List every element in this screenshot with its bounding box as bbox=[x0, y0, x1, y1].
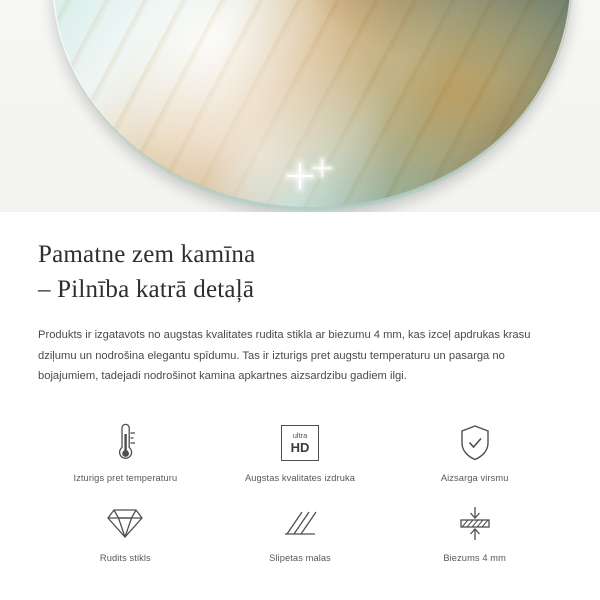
headline-line-1: Pamatne zem kamīna bbox=[38, 241, 256, 268]
ultra-hd-badge-top: ultra bbox=[292, 430, 308, 440]
feature-item bbox=[38, 421, 213, 483]
polished-edges-icon bbox=[281, 501, 319, 545]
feature-item bbox=[387, 501, 562, 563]
feature-label: Izturigs pret temperaturu bbox=[73, 473, 178, 484]
product-description: Produkts ir izgatavots no augstas kvalitates rudita stikla ar biezumu 4 mm, kas izceļ apdrukas krasu dziļumu un nodrošina elegantu spīdumu. Tas ir izturigs pret augstu temperaturu un pasarga no bojajumiem, tadejadi nodrošinot kamina apkartnes aizsardzibu gadiem ilgi. bbox=[38, 329, 531, 383]
feature-item bbox=[38, 501, 213, 563]
feature-label: Augstas kvalitates izdruka bbox=[244, 473, 356, 484]
thermometer-icon bbox=[108, 421, 142, 465]
ultra-hd-icon bbox=[281, 421, 319, 465]
feature-item bbox=[213, 501, 388, 563]
shield-check-icon bbox=[458, 421, 492, 465]
feature-item bbox=[213, 421, 388, 483]
page-title bbox=[38, 238, 562, 307]
headline-line-2: – Pilnība katrā detaļā bbox=[38, 275, 255, 303]
thickness-icon bbox=[455, 501, 495, 545]
feature-label: Slipetas malas bbox=[269, 553, 331, 564]
feature-label: Aizsarga virsmu bbox=[440, 473, 509, 484]
hero-image bbox=[0, 0, 600, 212]
diamond-icon bbox=[106, 501, 144, 545]
feature-label: Biezums 4 mm bbox=[443, 553, 506, 564]
feature-item bbox=[387, 421, 562, 483]
feature-grid bbox=[38, 421, 562, 563]
ultra-hd-badge-bottom: HD bbox=[290, 440, 310, 456]
feature-label: Rudits stikls bbox=[99, 553, 151, 564]
content-area bbox=[0, 212, 600, 563]
glass-panel-image bbox=[52, 0, 572, 212]
